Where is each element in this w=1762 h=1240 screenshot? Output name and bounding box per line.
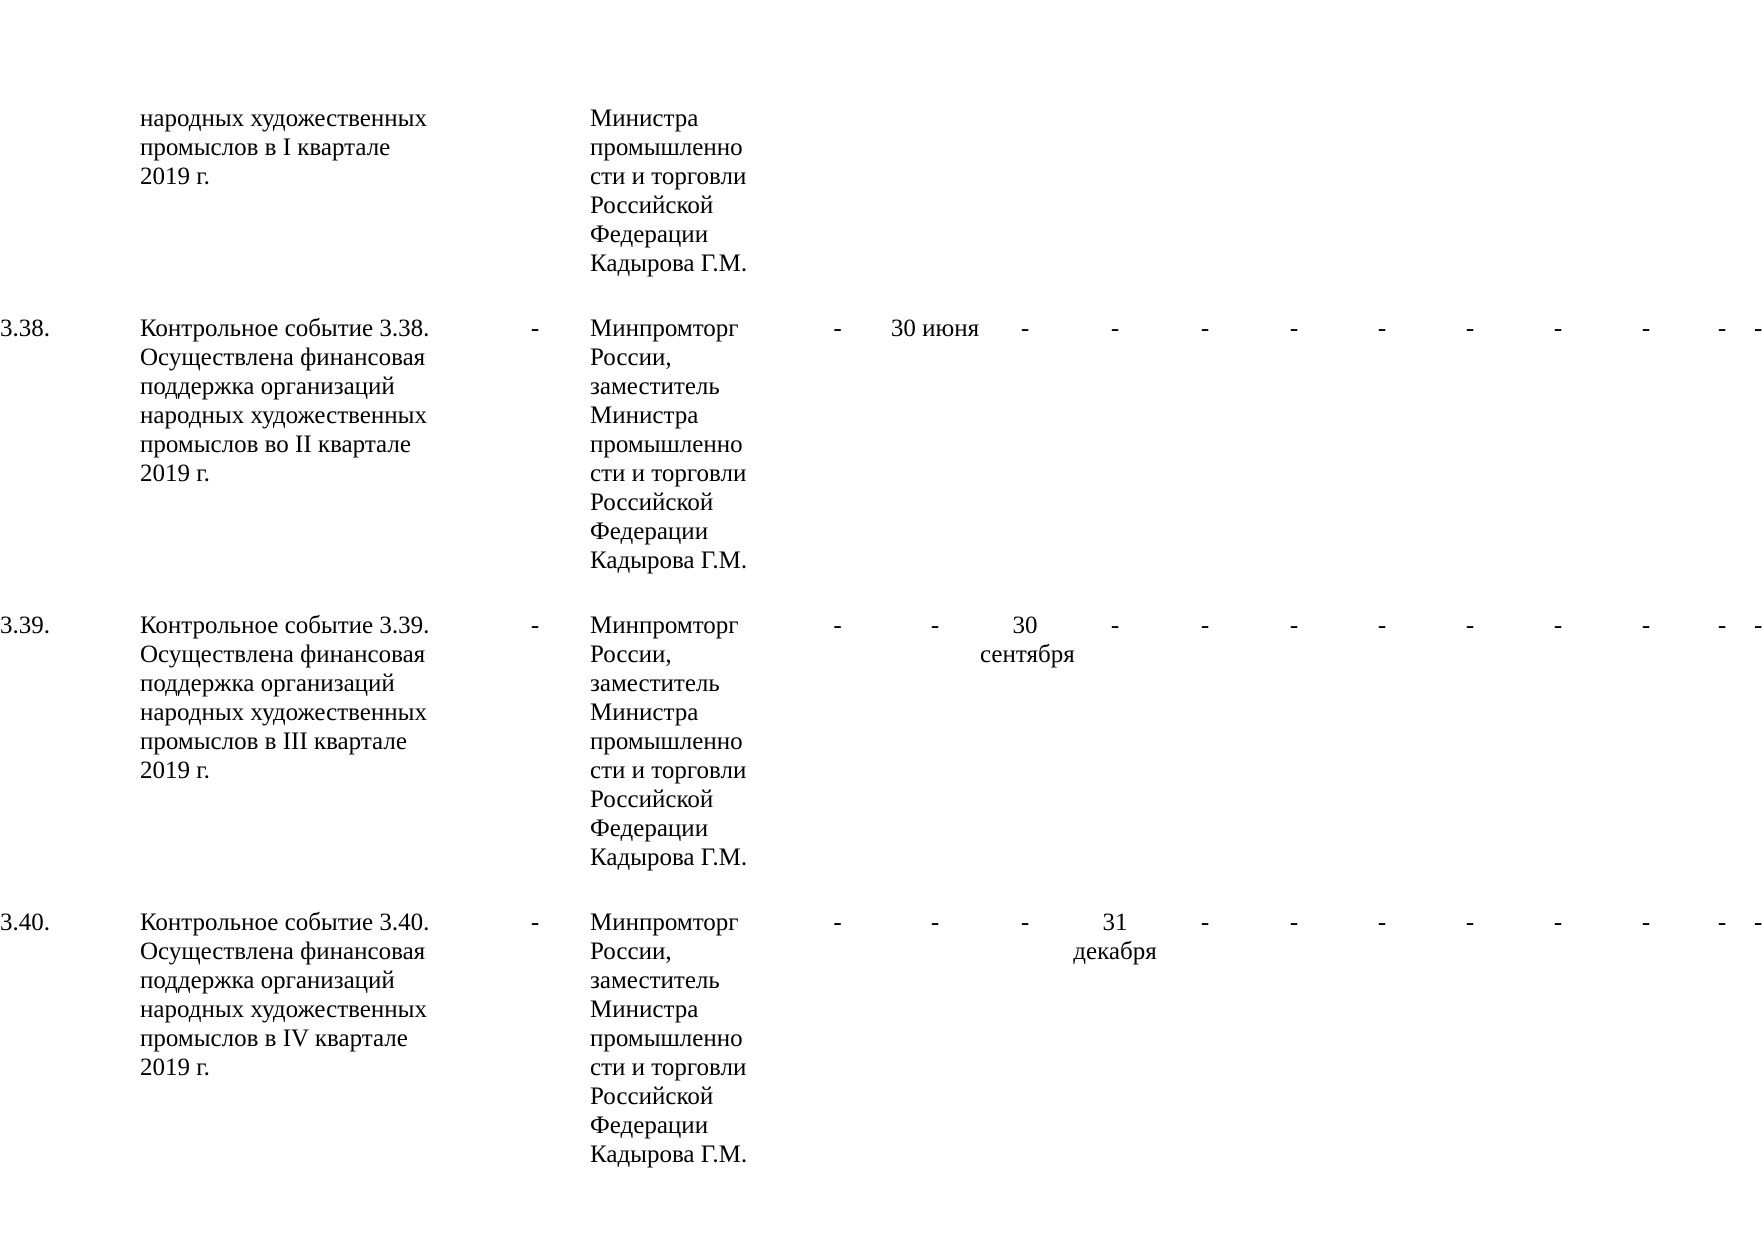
event-name-line: поддержка организаций bbox=[140, 967, 395, 994]
date-cell: - bbox=[1465, 315, 1475, 342]
plan-events-table bbox=[0, 104, 1762, 1195]
responsible-party-line: промышленно bbox=[590, 1025, 743, 1052]
row-spacer bbox=[0, 872, 1754, 908]
responsible-party-line: промышленно bbox=[590, 728, 743, 755]
responsible-party-line: сти и торговли bbox=[590, 460, 747, 487]
responsible-party-line: промышленно bbox=[590, 431, 743, 458]
date-cell bbox=[1602, 104, 1690, 278]
date-cell: - bbox=[1553, 612, 1563, 639]
responsible-party-line: Минпромторг bbox=[590, 612, 739, 639]
date-cell: - bbox=[1377, 612, 1387, 639]
date-cell: - bbox=[1289, 315, 1299, 342]
row-number: 3.38. bbox=[0, 315, 50, 342]
event-name-line: 2019 г. bbox=[140, 757, 210, 784]
event-name-line: промыслов в I квартале bbox=[140, 134, 391, 161]
event-name-line: Осуществлена финансовая bbox=[140, 641, 426, 668]
event-marker: - bbox=[530, 909, 540, 936]
date-cell bbox=[1690, 104, 1754, 278]
date-cell: - bbox=[1465, 612, 1475, 639]
responsible-party-line: Федерации bbox=[590, 1112, 709, 1139]
event-name-gap bbox=[455, 104, 480, 278]
date-cell bbox=[1426, 104, 1514, 278]
row-spacer-cell bbox=[0, 575, 1754, 611]
responsible-party bbox=[590, 104, 785, 278]
responsible-party-line: Российской bbox=[590, 786, 714, 813]
responsible-party-line: Министра bbox=[590, 996, 699, 1023]
responsible-party-line: Российской bbox=[590, 1083, 714, 1110]
responsible-party-line: Российской bbox=[590, 489, 714, 516]
event-name-gap bbox=[455, 314, 480, 575]
table-body bbox=[0, 104, 1762, 1195]
date-cell: - bbox=[1289, 612, 1299, 639]
event-name-line: Контрольное событие 3.39. bbox=[140, 612, 430, 639]
row-spacer-cell bbox=[0, 872, 1754, 908]
responsible-party-line: Кадырова Г.М. bbox=[590, 547, 748, 574]
event-name bbox=[140, 104, 455, 278]
event-name bbox=[140, 314, 455, 575]
date-cell: - bbox=[1553, 315, 1563, 342]
event-name-line: поддержка организаций bbox=[140, 670, 395, 697]
event-name-line: Контрольное событие 3.38. bbox=[140, 315, 430, 342]
table-row: 3.38. Контрольное событие 3.38. Осуществлена финансовая поддержка организаций народных художественных промыслов во II квартале 2019 г. - Минпромторг России, заместитель Министра промышленно сти и торговли Российской Федерации Кадырова Г.М. - 30 июня - - - - - - - - - - bbox=[0, 315, 1762, 574]
responsible-party-line: сти и торговли bbox=[590, 757, 747, 784]
responsible-party-line: Министра bbox=[590, 402, 699, 429]
event-marker: - bbox=[530, 315, 540, 342]
responsible-party-line: Кадырова Г.М. bbox=[590, 1141, 748, 1168]
table-row: 3.39. Контрольное событие 3.39. Осуществлена финансовая поддержка организаций народных художественных промыслов в III квартале 2019 г. - Минпромторг России, заместитель Министра промышленно сти и торговли Российской Федерации Кадырова Г.М. - - 30 сентября - - - - - - - - - bbox=[0, 612, 1762, 871]
responsible-party-line: Федерации bbox=[590, 221, 709, 248]
responsible-party-line: Федерации bbox=[590, 815, 709, 842]
row-spacer-cell bbox=[0, 1169, 1754, 1195]
row-spacer bbox=[0, 575, 1754, 611]
responsible-party-line: Министра bbox=[590, 105, 699, 132]
row-spacer-cell bbox=[0, 278, 1754, 314]
responsible-party-line: Кадырова Г.М. bbox=[590, 250, 748, 277]
date-cell bbox=[1514, 104, 1602, 278]
event-name-line: Контрольное событие 3.40. bbox=[140, 909, 430, 936]
date-cell: - bbox=[1717, 612, 1727, 639]
date-cell: - bbox=[1717, 315, 1727, 342]
event-marker bbox=[480, 104, 590, 278]
event-name-line: 2019 г. bbox=[140, 163, 210, 190]
responsible-party-line: заместитель bbox=[590, 670, 720, 697]
row-spacer bbox=[0, 1169, 1754, 1195]
responsible-party-line: России, bbox=[590, 344, 672, 371]
event-name-line: 2019 г. bbox=[140, 460, 210, 487]
date-cell bbox=[980, 104, 1070, 278]
date-cell: - bbox=[1641, 909, 1651, 936]
date-cell: - bbox=[1200, 612, 1210, 639]
date-cell: - bbox=[1289, 909, 1299, 936]
responsible-party-line: России, bbox=[590, 641, 672, 668]
event-marker: - bbox=[530, 612, 540, 639]
responsible-party-line: сти и торговли bbox=[590, 163, 747, 190]
date-cell: - bbox=[930, 909, 940, 936]
event-name-line: промыслов во II квартале bbox=[140, 431, 411, 458]
event-name bbox=[140, 908, 455, 1169]
row-spacer bbox=[0, 278, 1754, 314]
date-cell bbox=[890, 104, 980, 278]
date-cell: - bbox=[1641, 315, 1651, 342]
date-cell bbox=[1160, 104, 1250, 278]
responsible-party bbox=[590, 908, 785, 1169]
responsible-party bbox=[590, 314, 785, 575]
responsible-party-line: Федерации bbox=[590, 518, 709, 545]
row-number: 3.40. bbox=[0, 909, 50, 936]
event-name bbox=[140, 611, 455, 872]
row-number-gap bbox=[75, 611, 140, 872]
date-cell: - bbox=[1641, 612, 1651, 639]
responsible-party-line: заместитель bbox=[590, 967, 720, 994]
event-name-line: Осуществлена финансовая bbox=[140, 938, 426, 965]
date-cell bbox=[1250, 104, 1338, 278]
date-cell: - bbox=[1200, 909, 1210, 936]
responsible-party-line: России, bbox=[590, 938, 672, 965]
event-name-gap bbox=[455, 611, 480, 872]
event-name-line: промыслов в IV квартале bbox=[140, 1025, 408, 1052]
date-cell: - bbox=[1110, 315, 1120, 342]
row-number bbox=[0, 104, 75, 278]
date-cell: - bbox=[1110, 612, 1120, 639]
event-name-line: народных художественных bbox=[140, 699, 427, 726]
responsible-party bbox=[590, 611, 785, 872]
date-cell: - bbox=[1377, 315, 1387, 342]
responsible-party-line: Российской bbox=[590, 192, 714, 219]
date-cell: 30 июня bbox=[890, 315, 980, 342]
date-cell: - bbox=[1553, 909, 1563, 936]
event-name-line: поддержка организаций bbox=[140, 373, 395, 400]
responsible-party-line: сти и торговли bbox=[590, 1054, 747, 1081]
responsible-party-line: заместитель bbox=[590, 373, 720, 400]
date-cell: - bbox=[833, 315, 842, 342]
table-row: 3.40. Контрольное событие 3.40. Осуществлена финансовая поддержка организаций народных художественных промыслов в IV квартале 2019 г. - Минпромторг России, заместитель Министра промышленно сти и торговли Российской Федерации Кадырова Г.М. - - - 31 декабря - - - - - - - - bbox=[0, 909, 1762, 1168]
responsible-party-line: Минпромторг bbox=[590, 315, 739, 342]
date-cell: 31 декабря bbox=[1073, 909, 1157, 965]
date-cell: - bbox=[1020, 315, 1030, 342]
table-row bbox=[0, 104, 1754, 278]
row-number-gap bbox=[75, 908, 140, 1169]
row-number: 3.39. bbox=[0, 612, 50, 639]
date-cell: - bbox=[930, 612, 940, 639]
responsible-party-line: промышленно bbox=[590, 134, 743, 161]
event-name-line: народных художественных bbox=[140, 105, 427, 132]
responsible-party-line: Министра bbox=[590, 699, 699, 726]
date-cell: - bbox=[833, 909, 842, 936]
date-cell: 30 сентября bbox=[980, 612, 1075, 668]
date-cell bbox=[785, 104, 890, 278]
date-cell: - bbox=[1200, 315, 1210, 342]
event-name-line: промыслов в III квартале bbox=[140, 728, 407, 755]
date-cell: - bbox=[1377, 909, 1387, 936]
event-name-line: 2019 г. bbox=[140, 1054, 210, 1081]
date-cell: - bbox=[833, 612, 842, 639]
event-name-line: народных художественных bbox=[140, 402, 427, 429]
date-cell bbox=[1338, 104, 1426, 278]
date-cell: - bbox=[1465, 909, 1475, 936]
event-name-gap bbox=[455, 908, 480, 1169]
responsible-party-line: Минпромторг bbox=[590, 909, 739, 936]
row-number-gap bbox=[75, 104, 140, 278]
event-name-line: Осуществлена финансовая bbox=[140, 344, 426, 371]
date-cell: - bbox=[1020, 909, 1030, 936]
event-name-line: народных художественных bbox=[140, 996, 427, 1023]
responsible-party-line: Кадырова Г.М. bbox=[590, 844, 748, 871]
date-cell: - bbox=[1717, 909, 1727, 936]
row-number-gap bbox=[75, 314, 140, 575]
date-cell bbox=[1070, 104, 1160, 278]
